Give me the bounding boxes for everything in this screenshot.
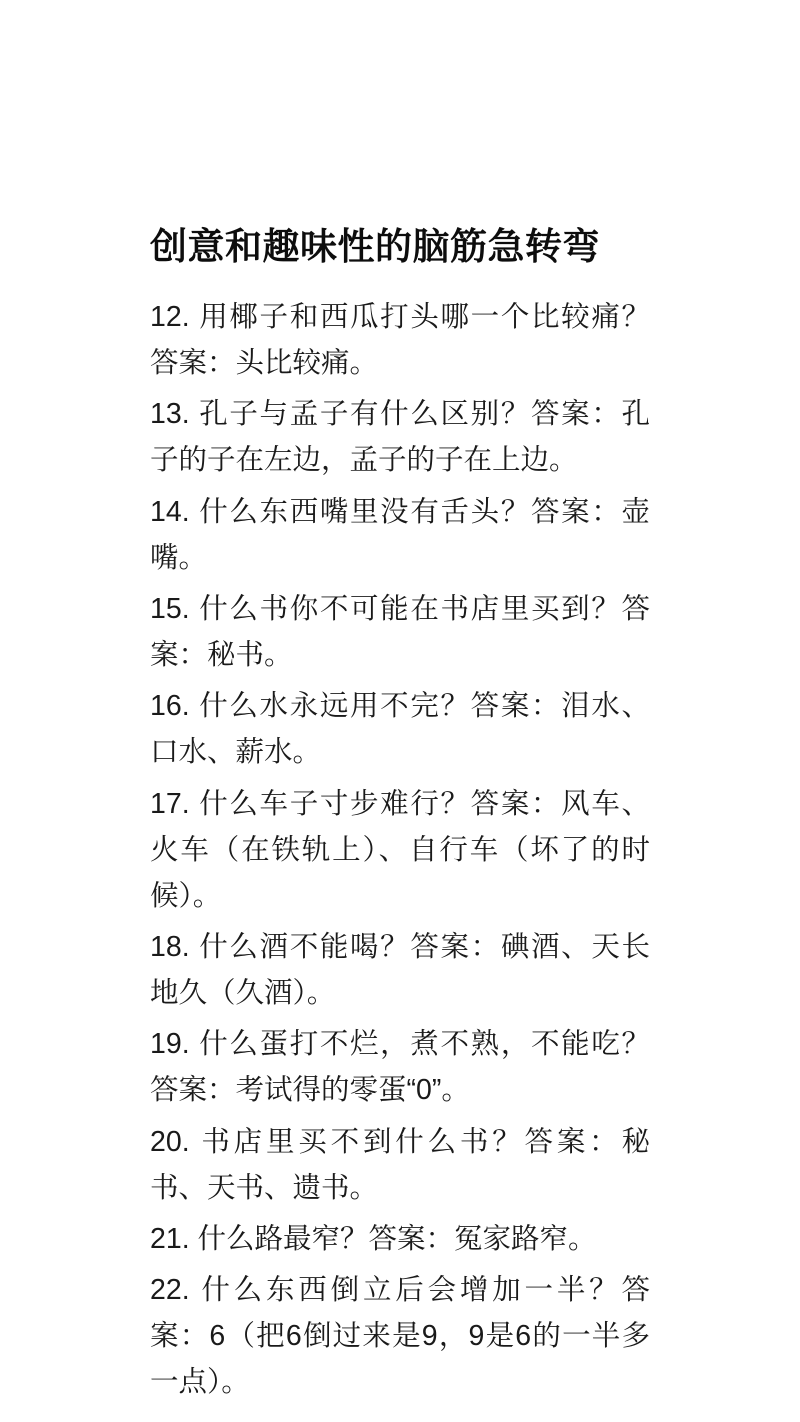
list-item: 17. 什么车子寸步难行？答案：风车、火车（在铁轨上）、自行车（坏了的时候）。 [150, 787, 650, 912]
list-item: 15. 什么书你不可能在书店里买到？答案：秘书。 [150, 592, 650, 672]
list-item: 14. 什么东西嘴里没有舌头？答案：壶嘴。 [150, 495, 650, 574]
list-item: 20. 书店里买不到什么书？答案：秘书、天书、遗书。 [150, 1125, 650, 1204]
list-item: 16. 什么水永远用不完？答案：泪水、口水、薪水。 [150, 690, 650, 769]
list-item: 19. 什么蛋打不烂，煮不熟，不能吃？答案：考试得的零蛋“0”。 [150, 1028, 650, 1107]
list-item: 18. 什么酒不能喝？答案：碘酒、天长地久（久酒）。 [150, 930, 650, 1010]
list-item: 13. 孔子与孟子有什么区别？答案：孔子的子在左边，孟子的子在上边。 [150, 398, 650, 477]
list-item: 21. 什么路最窄？答案：冤家路窄。 [150, 1222, 597, 1255]
list-item: 12. 用椰子和西瓜打头哪一个比较痛？答案：头比较痛。 [150, 300, 650, 380]
list-item: 22. 什么东西倒立后会增加一半？答案：6（把6倒过来是9，9是6的一半多一点）。 [150, 1274, 650, 1399]
page-title: 创意和趣味性的脑筋急转弯 [150, 226, 600, 267]
